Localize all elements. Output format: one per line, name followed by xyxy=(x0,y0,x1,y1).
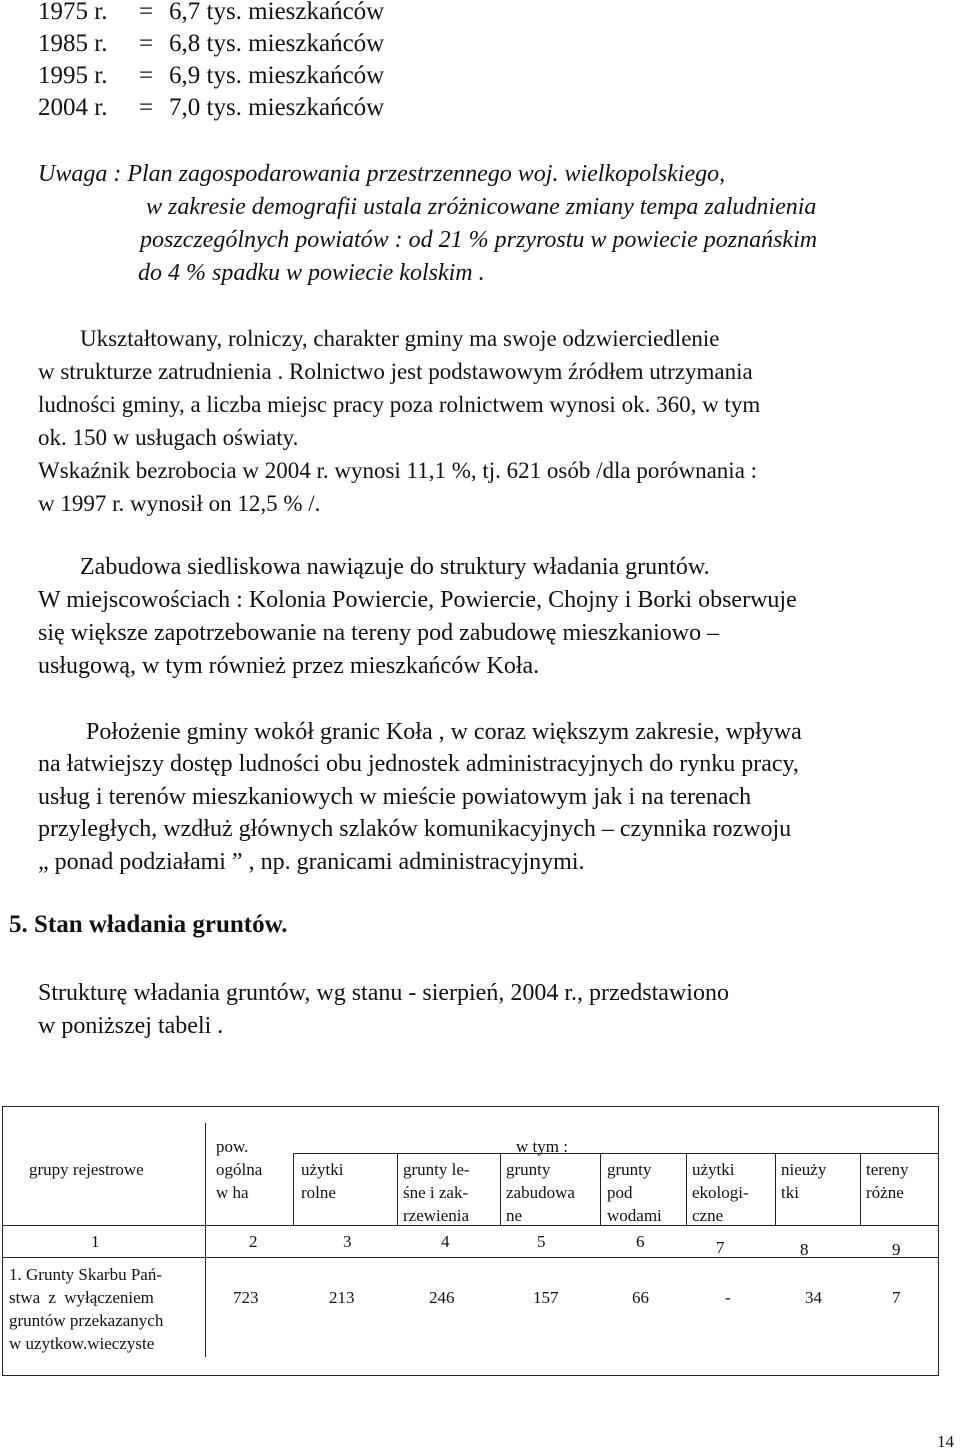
table-divider xyxy=(3,1257,938,1258)
header-sub: czne xyxy=(692,1206,724,1225)
table-divider xyxy=(686,1153,687,1225)
header-sub: wodami xyxy=(607,1206,662,1225)
page-number: 14 xyxy=(937,1432,954,1451)
header-sub: rzewienia xyxy=(403,1206,470,1225)
population-eq: = xyxy=(139,30,154,57)
population-year: 1995 r. xyxy=(38,62,108,89)
header-sub: zabudowa xyxy=(506,1183,575,1202)
header-area: ogólna xyxy=(216,1160,263,1179)
paragraph-line: przyległych, wzdłuż głównych szlaków komunikacyjnych – czynnika rozwoju xyxy=(38,816,792,842)
population-year: 1975 r. xyxy=(38,0,108,25)
row-value: 34 xyxy=(805,1288,822,1307)
column-number: 4 xyxy=(441,1232,450,1251)
paragraph-line: usług i terenów mieszkaniowych w mieście powiatowym jak i na terenach xyxy=(38,784,752,810)
header-sub: śne i zak- xyxy=(403,1183,469,1202)
header-sub: nieuży xyxy=(781,1160,827,1179)
population-value: 6,7 tys. mieszkańców xyxy=(169,0,385,25)
row-value: 213 xyxy=(329,1288,355,1307)
column-number: 3 xyxy=(343,1232,352,1251)
header-sub: rolne xyxy=(301,1183,336,1202)
table-divider xyxy=(500,1153,501,1225)
row-value: 66 xyxy=(632,1288,649,1307)
row-value: 723 xyxy=(233,1288,259,1307)
row-value: 246 xyxy=(429,1288,455,1307)
table-divider xyxy=(293,1153,939,1154)
paragraph-line: „ ponad podziałami ” , np. granicami administracyjnymi. xyxy=(38,849,585,875)
note-line: do 4 % spadku w powiecie kolskim . xyxy=(138,260,485,286)
population-year: 2004 r. xyxy=(38,94,108,121)
row-value: - xyxy=(725,1288,731,1307)
paragraph-line: Ukształtowany, rolniczy, charakter gminy ma swoje odzwierciedlenie xyxy=(80,326,720,351)
header-w-tym: w tym : xyxy=(516,1137,568,1156)
table-divider xyxy=(860,1153,861,1225)
header-sub: grunty le- xyxy=(403,1160,470,1179)
row-value: 157 xyxy=(533,1288,559,1307)
header-sub: tereny xyxy=(866,1160,909,1179)
column-number: 2 xyxy=(249,1232,258,1251)
header-sub: ne xyxy=(506,1206,523,1225)
land-ownership-table xyxy=(2,1106,939,1376)
row-label: stwa z wyłączeniem xyxy=(9,1288,154,1307)
table-divider xyxy=(397,1153,398,1225)
row-value: 7 xyxy=(892,1288,901,1307)
row-label: 1. Grunty Skarbu Pań- xyxy=(9,1265,162,1284)
header-sub: grunty xyxy=(607,1160,652,1179)
column-number: 1 xyxy=(91,1232,100,1251)
header-area: w ha xyxy=(216,1183,249,1202)
table-divider xyxy=(293,1153,294,1225)
paragraph-line: W miejscowościach : Kolonia Powiercie, Powiercie, Chojny i Borki obserwuje xyxy=(38,587,797,613)
row-label: w uzytkow.wieczyste xyxy=(9,1334,155,1353)
table-divider xyxy=(3,1225,938,1226)
population-value: 6,9 tys. mieszkańców xyxy=(169,62,385,89)
header-sub: użytki xyxy=(692,1160,735,1179)
header-area: pow. xyxy=(216,1137,249,1156)
paragraph-line: Zabudowa siedliskowa nawiązuje do struktury władania gruntów. xyxy=(80,554,710,580)
population-year: 1985 r. xyxy=(38,30,108,57)
population-eq: = xyxy=(139,0,154,25)
paragraph-line: się większe zapotrzebowanie na tereny pod zabudowę mieszkaniowo – xyxy=(38,620,720,646)
note-line: Uwaga : Plan zagospodarowania przestrzennego woj. wielkopolskiego, xyxy=(38,161,726,187)
header-sub: użytki xyxy=(301,1160,344,1179)
column-number: 9 xyxy=(892,1240,901,1259)
header-sub: pod xyxy=(607,1183,633,1202)
paragraph-line: usługową, w tym również przez mieszkańców Koła. xyxy=(38,653,540,679)
note-line: poszczególnych powiatów : od 21 % przyrostu w powiecie poznańskim xyxy=(140,227,818,253)
table-divider xyxy=(600,1153,601,1225)
column-number: 6 xyxy=(636,1232,645,1251)
header-sub: tki xyxy=(781,1183,799,1202)
population-value: 6,8 tys. mieszkańców xyxy=(169,30,385,57)
column-number: 7 xyxy=(716,1238,725,1257)
table-divider xyxy=(775,1153,776,1225)
note-line: w zakresie demografii ustala zróżnicowane zmiany tempa zaludnienia xyxy=(146,194,817,220)
paragraph-line: w strukturze zatrudnienia . Rolnictwo jest podstawowym źródłem utrzymania xyxy=(38,359,753,384)
row-label: gruntów przekazanych xyxy=(9,1311,164,1330)
table-divider xyxy=(205,1123,206,1357)
header-sub: różne xyxy=(866,1183,904,1202)
paragraph-line: ok. 150 w usługach oświaty. xyxy=(38,425,299,450)
intro-line: w poniższej tabeli . xyxy=(38,1013,224,1039)
paragraph-line: Położenie gminy wokół granic Koła , w coraz większym zakresie, wpływa xyxy=(86,719,802,745)
paragraph-line: Wskaźnik bezrobocia w 2004 r. wynosi 11,1 %, tj. 621 osób /dla porównania : xyxy=(38,458,758,483)
column-number: 5 xyxy=(537,1232,546,1251)
column-number: 8 xyxy=(800,1240,809,1259)
header-sub: grunty xyxy=(506,1160,551,1179)
header-sub: ekologi- xyxy=(692,1183,749,1202)
paragraph-line: na łatwiejszy dostęp ludności obu jednostek administracyjnych do rynku pracy, xyxy=(38,751,799,777)
header-group: grupy rejestrowe xyxy=(29,1160,144,1179)
population-eq: = xyxy=(139,62,154,89)
population-value: 7,0 tys. mieszkańców xyxy=(169,94,385,121)
intro-line: Strukturę władania gruntów, wg stanu - sierpień, 2004 r., przedstawiono xyxy=(38,980,729,1006)
paragraph-line: ludności gminy, a liczba miejsc pracy poza rolnictwem wynosi ok. 360, w tym xyxy=(38,392,761,417)
paragraph-line: w 1997 r. wynosił on 12,5 % /. xyxy=(38,491,321,516)
section-heading: 5. Stan władania gruntów. xyxy=(9,911,288,938)
population-eq: = xyxy=(139,94,154,121)
